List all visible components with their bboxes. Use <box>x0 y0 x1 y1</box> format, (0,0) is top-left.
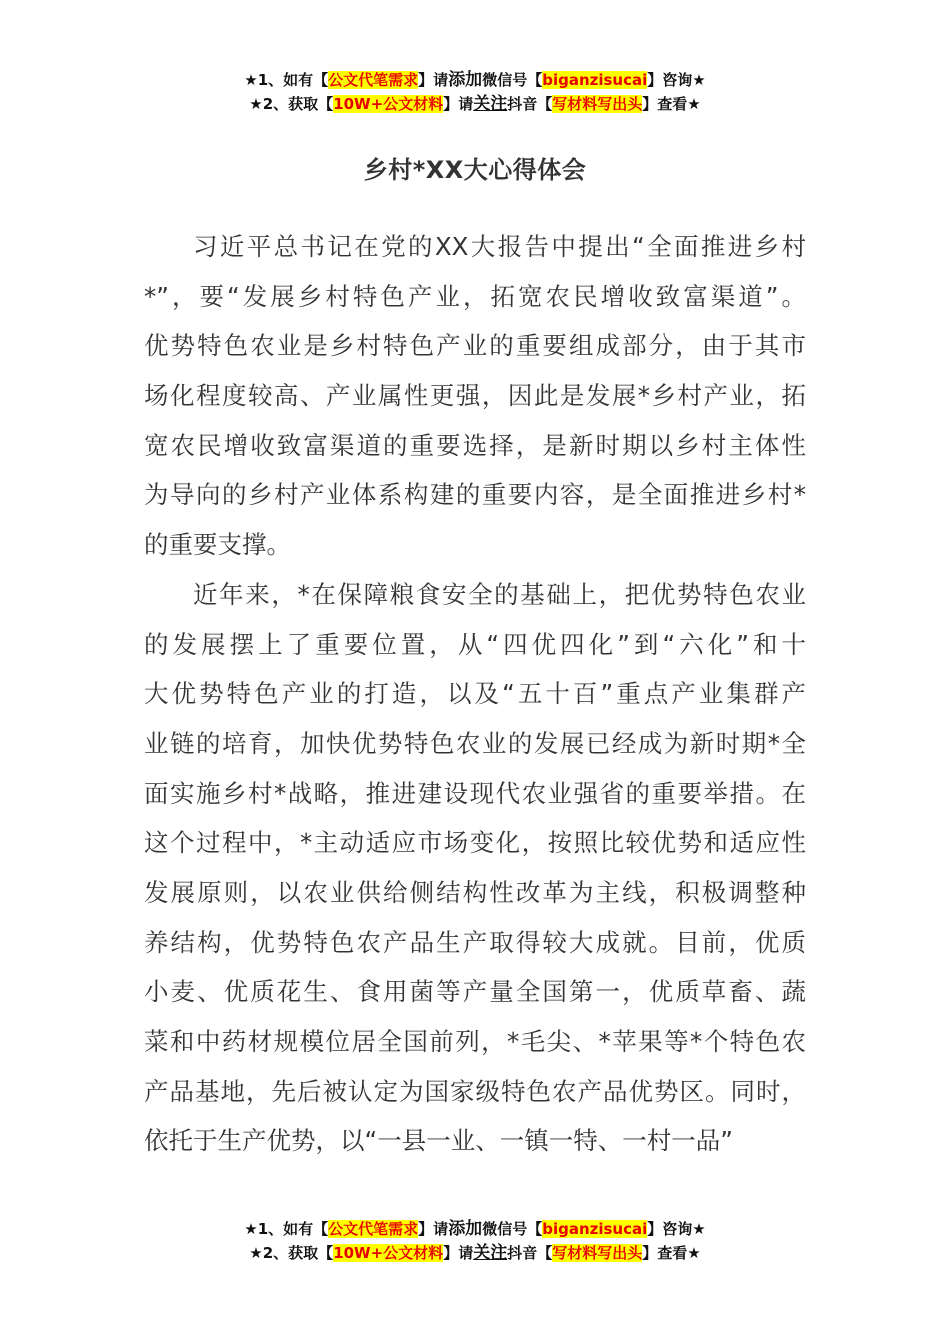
highlight-service: 公文代笔需求 <box>328 71 419 89</box>
text-line: 养结构，优势特色农产品生产取得较大成就。目前，优质 <box>144 927 806 957</box>
header-banner <box>0 68 950 116</box>
text-line: 依托于生产优势，以“一县一业、一镇一特、一村一品” <box>144 1126 733 1156</box>
highlight-douyin-account: 写材料写出头 <box>552 95 643 113</box>
text-line: *”，要“发展乡村特色产业，拓宽农民增收致富渠道”。 <box>144 281 806 311</box>
text-line: 近年来，*在保障粮食安全的基础上，把优势特色农业 <box>193 579 806 609</box>
text-line: 面实施乡村*战略，推进建设现代农业强省的重要举措。在 <box>144 778 806 808</box>
text-line: 场化程度较高、产业属性更强，因此是发展*乡村产业，拓 <box>144 381 806 411</box>
highlight-materials: 10W+公文材料 <box>333 1244 444 1262</box>
text-line: 小麦、优质花生、食用菌等产量全国第一，优质草畜、蔬 <box>144 977 806 1007</box>
highlight-service: 公文代笔需求 <box>328 1220 419 1238</box>
text-line: 发展原则，以农业供给侧结构性改革为主线，积极调整种 <box>144 877 806 907</box>
highlight-wechat-id: biganzisucai <box>542 1220 648 1238</box>
text-line: 的重要支撑。 <box>144 530 291 560</box>
banner-line-1: ★1、如有【公文代笔需求】请添加微信号【biganzisucai】咨询★ <box>244 1219 706 1239</box>
banner-line-1: ★1、如有【公文代笔需求】请添加微信号【biganzisucai】咨询★ <box>244 70 706 90</box>
banner-line-2: ★2、获取【10W+公文材料】请关注抖音【写材料写出头】查看★ <box>249 94 701 114</box>
text-line: 菜和中药材规模位居全国前列，*毛尖、*苹果等*个特色农 <box>144 1027 806 1056</box>
paragraph <box>144 570 806 1166</box>
text-line: 习近平总书记在党的XX大报告中提出“全面推进乡村 <box>193 232 806 261</box>
highlight-douyin-account: 写材料写出头 <box>552 1244 643 1262</box>
text-line: 的发展摆上了重要位置，从“四优四化”到“六化”和十 <box>144 629 806 659</box>
text-line: 这个过程中，*主动适应市场变化，按照比较优势和适应性 <box>144 828 806 858</box>
text-line: 产品基地，先后被认定为国家级特色农产品优势区。同时， <box>144 1076 806 1106</box>
paragraph <box>144 222 806 570</box>
text-line: 为导向的乡村产业体系构建的重要内容，是全面推进乡村* <box>144 480 806 510</box>
text-line: 优势特色农业是乡村特色产业的重要组成部分，由于其市 <box>144 331 806 361</box>
banner-line-2: ★2、获取【10W+公文材料】请关注抖音【写材料写出头】查看★ <box>249 1243 701 1263</box>
footer-banner <box>0 1217 950 1265</box>
text-line: 宽农民增收致富渠道的重要选择，是新时期以乡村主体性 <box>144 430 806 460</box>
highlight-wechat-id: biganzisucai <box>542 71 648 89</box>
page-title: 乡村*XX大心得体会 <box>363 156 587 184</box>
text-line: 大优势特色产业的打造，以及“五十百”重点产业集群产 <box>144 679 806 709</box>
text-line: 业链的培育，加快优势特色农业的发展已经成为新时期*全 <box>144 728 806 758</box>
document-body <box>144 222 806 1166</box>
highlight-materials: 10W+公文材料 <box>333 95 444 113</box>
